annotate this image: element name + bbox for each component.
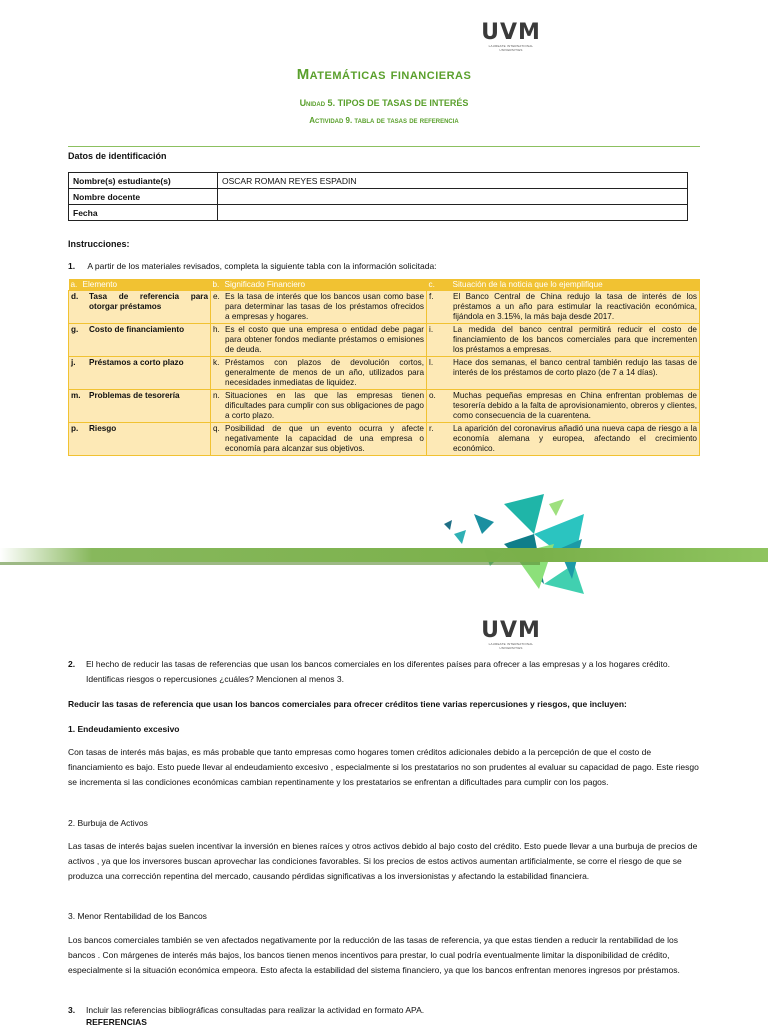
risk-heading-1: 1. Endeudamiento excesivo [68, 724, 180, 734]
uvm-logo-page-2 [480, 620, 542, 650]
row-meaning: n. Situaciones en las que las empresas tienen dificultades para cumplir con sus obligaciones de pago a corto plazo. [211, 390, 427, 423]
identification-table [68, 172, 688, 221]
row-meaning: h. Es el costo que una empresa o entidad debe pagar para obtener fondos mediante préstamos o emisiones de deuda. [211, 324, 427, 357]
unit-subtitle: Unidad 5. TIPOS DE TASAS DE INTERÉS [299, 98, 469, 108]
uvm-logo [480, 22, 542, 52]
teacher-name-value [218, 189, 688, 205]
row-news: f. El Banco Central de China redujo la tasa de interés de los préstamos a un año para estimular la reactivación económica, fijándola en 3.15%, la más baja desde 2017. [427, 291, 700, 324]
row-element: m. Problemas de tesorería [69, 390, 211, 423]
risk-heading-3: 3. Menor Rentabilidad de los Bancos [68, 911, 207, 921]
logo-tagline: LAUREATE INTERNATIONAL UNIVERSITIES [488, 44, 534, 52]
table-row [69, 173, 688, 189]
date-label: Fecha [69, 205, 218, 221]
row-news: i. La medida del banco central permitirá reducir el costo de financiamiento de los bancos comerciales para que incrementen los préstamos a empresas. [427, 324, 700, 357]
reference-rates-table [68, 279, 700, 456]
risk-heading-2: 2. Burbuja de Activos [68, 818, 148, 828]
risk-paragraph-3: Los bancos comerciales también se ven afectados negativamente por la reducción de las tasas de referencia, ya que estas tienden a reducir la rentabilidad de los bancos . Con márgenes de interés más bajos, los bancos tienen menos incentivos para prestar, lo cual podría eventualmente limitar la disponibilidad de crédito, especialmente si la situación económica empeora. Esto afecta la estabilidad del sistema financiero, ya que los bancos enfrentan menores ingresos por préstamos. [68, 935, 680, 975]
table-row [69, 390, 700, 423]
page-divider-bar [0, 548, 768, 562]
question-text: El hecho de reducir las tasas de referencias que usan los bancos comerciales en los diferentes países para ofrecer a las empresas y a los hogares crédito. Identificas riesgos o repercusiones ¿cuáles? Mencionen al menos 3. [86, 659, 670, 684]
teacher-name-label: Nombre docente [69, 189, 218, 205]
table-row [69, 291, 700, 324]
decorative-polygon-art [444, 494, 584, 594]
header-news: c. Situación de la noticia que lo ejemplifique [427, 279, 700, 291]
row-news: l. Hace dos semanas, el banco central también redujo las tasas de interés de los préstamos de corto plazo (de 7 a 14 días). [427, 357, 700, 390]
question-number: 3. [68, 1005, 76, 1015]
question-2 [68, 657, 700, 687]
document-title: Matemáticas financieras [296, 66, 472, 83]
references-heading: REFERENCIAS [86, 1017, 147, 1027]
student-name-value: OSCAR ROMAN REYES ESPADIN [218, 173, 688, 189]
logo-tagline: LAUREATE INTERNATIONAL UNIVERSITIES [488, 642, 534, 650]
answer-intro: Reducir las tasas de referencia que usan los bancos comerciales para ofrecer créditos tiene varias repercusiones y riesgos, que incluyen: [68, 699, 627, 709]
instruction-text: A partir de los materiales revisados, completa la siguiente tabla con la información solicitada: [87, 261, 437, 271]
student-name-label: Nombre(s) estudiante(s) [69, 173, 218, 189]
logo-mark: UVM [481, 618, 541, 643]
table-row [69, 423, 700, 456]
row-news: r. La aparición del coronavirus añadió una nueva capa de riesgo a la economía alemana y europea, afectando el crecimiento económico. [427, 423, 700, 456]
table-row [69, 205, 688, 221]
identification-heading: Datos de identificación [68, 151, 167, 161]
row-meaning: k. Préstamos con plazos de devolución cortos, generalmente de menos de un año, utilizados para necesidades inmediatas de liquidez. [211, 357, 427, 390]
instruction-number: 1. [68, 261, 76, 271]
header-element: a. Elemento [69, 279, 211, 291]
title-divider [68, 146, 700, 147]
risk-paragraph-1: Con tasas de interés más bajas, es más probable que tanto empresas como hogares tomen créditos adicionales debido a la percepción de que el costo de financiamiento es bajo. Esto puede llevar al endeudamiento excesivo , especialmente si los prestatarios no son prudentes al evaluar su capacidad de pago. Este riesgo se incrementa si las condiciones económicas cambian repentinamente y los prestatarios se enfrentan a dificultades para cumplir con los pagos. [68, 747, 699, 787]
question-text: Incluir las referencias bibliográficas consultadas para realizar la actividad en formato APA. [86, 1005, 425, 1015]
date-value [218, 205, 688, 221]
header-meaning: b. Significado Financiero [211, 279, 427, 291]
table-row [69, 357, 700, 390]
table-row [69, 189, 688, 205]
risk-paragraph-2: Las tasas de interés bajas suelen incentivar la inversión en bienes raíces y otros activos debido al bajo costo del crédito. Esto puede llevar a una burbuja de precios de activos , ya que los inversores buscan aprovechar las condiciones favorables. Si los precios de estos activos aumentan artificialmente, se corre el riesgo de que se produzca una corrección repentina del mercado, causando pérdidas significativas a los inversionistas y afectando la estabilidad financiera. [68, 841, 698, 881]
question-number: 2. [68, 659, 76, 669]
activity-subtitle: Actividad 9. tabla de tasas de referencia [309, 116, 459, 125]
row-element: j. Préstamos a corto plazo [69, 357, 211, 390]
row-element: p. Riesgo [69, 423, 211, 456]
table-row [69, 324, 700, 357]
instructions-heading: Instrucciones: [68, 239, 130, 249]
page-divider-shadow [0, 562, 540, 565]
logo-mark: UVM [481, 20, 541, 45]
row-element: d. Tasa de referencia para otorgar préstamos [69, 291, 211, 324]
table-header-row [69, 279, 700, 291]
row-meaning: q. Posibilidad de que un evento ocurra y afecte negativamente la capacidad de una empresa o economía para alcanzar sus objetivos. [211, 423, 427, 456]
instruction-item-1 [68, 259, 437, 273]
row-news: o. Muchas pequeñas empresas en China enfrentan problemas de tesorería debido a la falta de aprovisionamiento, obreros y clientes, como consecuencia de la cuarentena. [427, 390, 700, 423]
row-meaning: e. Es la tasa de interés que los bancos usan como base para determinar las tasas de los préstamos ofrecidos a empresas y hogares. [211, 291, 427, 324]
row-element: g. Costo de financiamiento [69, 324, 211, 357]
